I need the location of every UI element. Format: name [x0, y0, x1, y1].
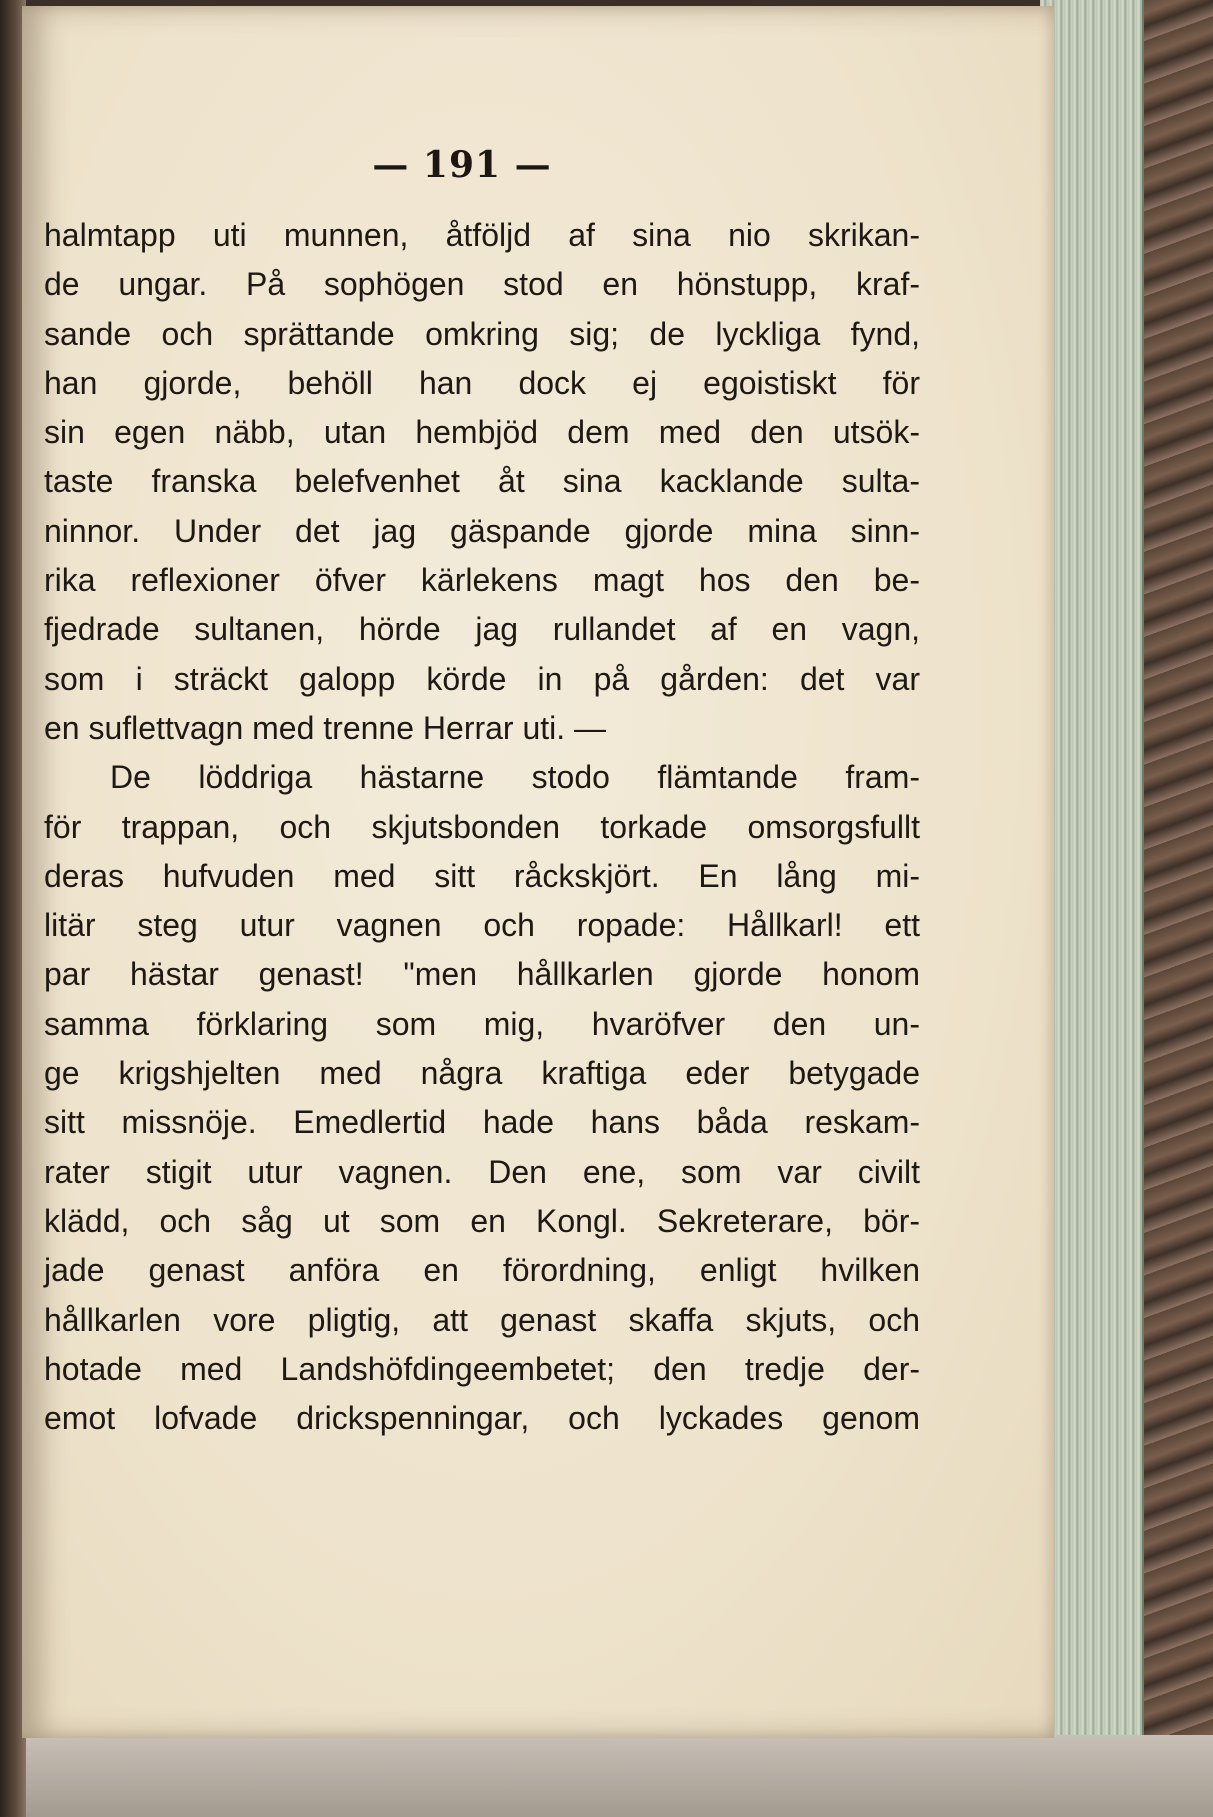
- text-line: en suflettvagn med trenne Herrar uti. —: [44, 709, 607, 746]
- page-number: — 191 —: [372, 144, 552, 186]
- text-line: han gjorde, behöll han dock ej egoistiskt för: [44, 364, 920, 401]
- text-line: som i sträckt galopp körde in på gården: det var: [44, 660, 920, 697]
- book-page: [22, 6, 1054, 1738]
- page-edges: [1040, 0, 1144, 1740]
- text-line: sitt missnöje. Emedlertid hade hans båda reskam-: [44, 1104, 920, 1141]
- text-line: sin egen näbb, utan hembjöd dem med den utsök-: [44, 414, 920, 451]
- text-line: jade genast anföra en förordning, enligt hvilken: [44, 1252, 920, 1289]
- text-line: fjedrade sultanen, hörde jag rullandet af en vagn,: [44, 611, 920, 648]
- text-line: litär steg utur vagnen och ropade: Hållkarl! ett: [44, 907, 920, 944]
- text-line: taste franska belefvenhet åt sina kacklande sulta-: [44, 463, 920, 500]
- text-line: rika reflexioner öfver kärlekens magt hos den be-: [44, 562, 920, 599]
- body-text: [44, 211, 920, 1443]
- text-line: hotade med Landshöfdingeembetet; den tredje der-: [44, 1350, 920, 1387]
- text-line: hållkarlen vore pligtig, att genast skaffa skjuts, och: [44, 1301, 920, 1338]
- text-line: ninnor. Under det jag gäspande gjorde mina sinn-: [44, 512, 920, 549]
- text-line: ge krigshjelten med några kraftiga eder betygade: [44, 1055, 920, 1092]
- text-line: för trappan, och skjutsbonden torkade omsorgsfullt: [44, 808, 920, 845]
- book-cover-right: [1140, 0, 1213, 1817]
- text-line: sande och sprättande omkring sig; de lyckliga fynd,: [44, 315, 920, 352]
- text-line: rater stigit utur vagnen. Den ene, som var civilt: [44, 1153, 920, 1190]
- text-line: deras hufvuden med sitt råckskjört. En lång mi-: [44, 857, 920, 894]
- text-line: De löddriga hästarne stodo flämtande fram-: [110, 759, 920, 796]
- text-line: de ungar. På sophögen stod en hönstupp, kraf-: [44, 266, 920, 303]
- background-bottom: [0, 1735, 1213, 1817]
- text-line: emot lofvade drickspenningar, och lyckades genom: [44, 1400, 920, 1437]
- text-line: klädd, och såg ut som en Kongl. Sekreterare, bör-: [44, 1202, 920, 1239]
- text-line: samma förklaring som mig, hvaröfver den un-: [44, 1005, 920, 1042]
- text-line: halmtapp uti munnen, åtföljd af sina nio skrikan-: [44, 217, 920, 253]
- text-line: par hästar genast! "men hållkarlen gjorde honom: [44, 956, 920, 993]
